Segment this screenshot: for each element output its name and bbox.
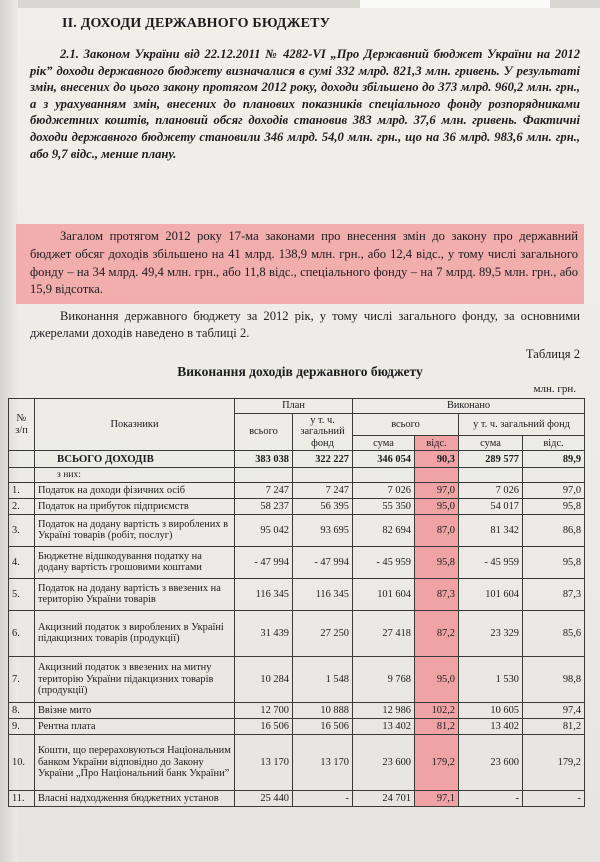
header-sum-general: сума [459,436,523,451]
row-plan: 10 284 [235,656,293,702]
row-sum: 82 694 [353,514,415,546]
row-name: Акцизний податок з ввезених на митну територію України підакцизних товарів (продукції) [35,656,235,702]
row-sum-general: - 45 959 [459,546,523,578]
row-pct-general: 87,3 [523,578,585,610]
row-sum: 12 986 [353,702,415,718]
row-num: 11. [9,790,35,806]
row-sum-general: 54 017 [459,498,523,514]
header-pct: відс. [415,436,459,451]
row-pct-general: 97,0 [523,482,585,498]
table-title: Виконання доходів державного бюджету [177,364,423,379]
row-num: 10. [9,734,35,790]
row-pct: 87,3 [415,578,459,610]
row-sum-general: 7 026 [459,482,523,498]
row-sum-general: 101 604 [459,578,523,610]
row-sum-general: 10 605 [459,702,523,718]
row-pct-general: 95,8 [523,546,585,578]
row-sum-general: 23 600 [459,734,523,790]
row-num: 5. [9,578,35,610]
row-plan-general: 27 250 [293,610,353,656]
row-plan: 95 042 [235,514,293,546]
paragraph-law: 2.1. Законом України від 22.12.2011 № 4282-VI „Про Державний бюджет України на 2012 рік” доходи державного бюджету визначалися в сумі 332 млрд. 821,3 млн. гривень. У результаті змін, внесених до цього закону протягом 2012 року, доходи збільшено до 373 млрд. 960,2 млн. грн., а з урахуванням змін, внесених до планових показників спеціального фонду розпорядниками бюджетних коштів, плановий обсяг доходів становив 383 млрд. 37,6 млн. гривень. Фактичні доходи державного бюджету становили 346 млрд. 54,0 млн. грн., що на 36 млрд. 983,6 млн. грн., або 9,7 відс., менше плану. [30,47,580,161]
row-pct: 97,1 [415,790,459,806]
table-label: Таблиця 2 [525,347,580,361]
table-row [9,498,585,514]
revenue-table [8,398,585,807]
row-name: Акцизний податок з вироблених в Україні підакцизних товарів (продукції) [35,610,235,656]
row-plan: 13 170 [235,734,293,790]
row-name: Кошти, що перераховуються Національним банком України відповідно до Закону України „Про Національний банк України” [35,734,235,790]
row-num: 6. [9,610,35,656]
row-pct: 95,0 [415,656,459,702]
row-num: 3. [9,514,35,546]
row-name: Рентна плата [35,718,235,734]
row-sum: 101 604 [353,578,415,610]
table-row-sublabel [9,468,585,483]
row-name: Ввізне мито [35,702,235,718]
row-sum-general: 1 530 [459,656,523,702]
row-pct-general: - [523,790,585,806]
row-num: 8. [9,702,35,718]
row-plan-general: 56 395 [293,498,353,514]
header-plan: План [235,399,353,414]
row-pct-general: 97,4 [523,702,585,718]
row-plan: 25 440 [235,790,293,806]
total-pct: 90,3 [415,451,459,468]
row-plan-general: 16 506 [293,718,353,734]
row-sum: 23 600 [353,734,415,790]
row-plan-general: 13 170 [293,734,353,790]
table-row [9,718,585,734]
header-done-general: у т. ч. загальний фонд [459,413,585,436]
total-sum-general: 289 577 [459,451,523,468]
row-pct-general: 85,6 [523,610,585,656]
row-pct: 102,2 [415,702,459,718]
row-plan-general: 10 888 [293,702,353,718]
row-pct: 95,8 [415,546,459,578]
table-row [9,702,585,718]
total-pct-general: 89,9 [523,451,585,468]
row-pct-general: 179,2 [523,734,585,790]
row-name: Податок на додану вартість з вироблених в Україні товарів (робіт, послуг) [35,514,235,546]
row-plan-general: 7 247 [293,482,353,498]
row-name: Податок на прибуток підприємств [35,498,235,514]
row-sum: 7 026 [353,482,415,498]
row-plan-general: 116 345 [293,578,353,610]
row-sum-general: - [459,790,523,806]
paragraph-table-intro: Виконання державного бюджету за 2012 рік, у тому числі загального фонду, за основними джерелами доходів наведено в таблиці 2. [30,309,580,340]
table-row [9,514,585,546]
header-pct-general: відс. [523,436,585,451]
header-done-total: всього [353,413,459,436]
row-pct: 87,2 [415,610,459,656]
row-pct: 179,2 [415,734,459,790]
row-sum-general: 13 402 [459,718,523,734]
row-plan: 116 345 [235,578,293,610]
row-plan: - 47 994 [235,546,293,578]
row-name: Податок на додану вартість з ввезених на територію України товарів [35,578,235,610]
row-pct-general: 86,8 [523,514,585,546]
row-sum: 13 402 [353,718,415,734]
row-sum: 27 418 [353,610,415,656]
row-num: 1. [9,482,35,498]
table-row-total [9,451,585,468]
row-name: Податок на доходи фізичних осіб [35,482,235,498]
row-sum: - 45 959 [353,546,415,578]
row-plan: 16 506 [235,718,293,734]
row-sum: 9 768 [353,656,415,702]
row-plan: 58 237 [235,498,293,514]
header-sum: сума [353,436,415,451]
table-row [9,656,585,702]
row-name: Бюджетне відшкодування податку на додану вартість грошовими коштами [35,546,235,578]
total-sum: 346 054 [353,451,415,468]
table-row [9,482,585,498]
row-pct: 95,0 [415,498,459,514]
row-num: 9. [9,718,35,734]
row-pct: 87,0 [415,514,459,546]
header-plan-general: у т. ч. загальний фонд [293,413,353,451]
top-edge [0,0,600,8]
row-plan: 31 439 [235,610,293,656]
total-name: ВСЬОГО ДОХОДІВ [35,451,235,468]
row-plan-general: 93 695 [293,514,353,546]
row-name: Власні надходження бюджетних установ [35,790,235,806]
row-pct: 97,0 [415,482,459,498]
header-name: Показники [35,399,235,451]
revenue-table-wrap [8,398,584,807]
table-row [9,734,585,790]
row-plan-general: - [293,790,353,806]
row-sum: 55 350 [353,498,415,514]
section-title: ІІ. ДОХОДИ ДЕРЖАВНОГО БЮДЖЕТУ [62,16,331,31]
header-done: Виконано [353,399,585,414]
row-plan: 7 247 [235,482,293,498]
paragraph-highlighted: Загалом протягом 2012 року 17-ма законами про внесення змін до закону про державний бюджет обсяг доходів збільшено на 41 млрд. 138,9 млн. грн., або 12,4 відс., у тому числі загального фонду – на 34 млрд. 49,4 млн. грн., або 11,8 відс., спеціального фонду – на 7 млрд. 89,5 млн. грн., або 15,9 відсотка. [30,229,578,297]
row-plan-general: - 47 994 [293,546,353,578]
total-plan: 383 038 [235,451,293,468]
row-sum-general: 23 329 [459,610,523,656]
row-num: 4. [9,546,35,578]
row-num: 7. [9,656,35,702]
row-pct-general: 95,8 [523,498,585,514]
table-units: млн. грн. [533,383,576,395]
row-pct: 81,2 [415,718,459,734]
table-row [9,610,585,656]
total-plan-general: 322 227 [293,451,353,468]
row-sum: 24 701 [353,790,415,806]
table-row [9,578,585,610]
header-num: № з/п [9,399,35,451]
table-row [9,790,585,806]
row-plan-general: 1 548 [293,656,353,702]
row-sum-general: 81 342 [459,514,523,546]
header-plan-total: всього [235,413,293,451]
row-pct-general: 81,2 [523,718,585,734]
row-num: 2. [9,498,35,514]
table-row [9,546,585,578]
row-plan: 12 700 [235,702,293,718]
sublabel: з них: [35,468,235,483]
row-pct-general: 98,8 [523,656,585,702]
